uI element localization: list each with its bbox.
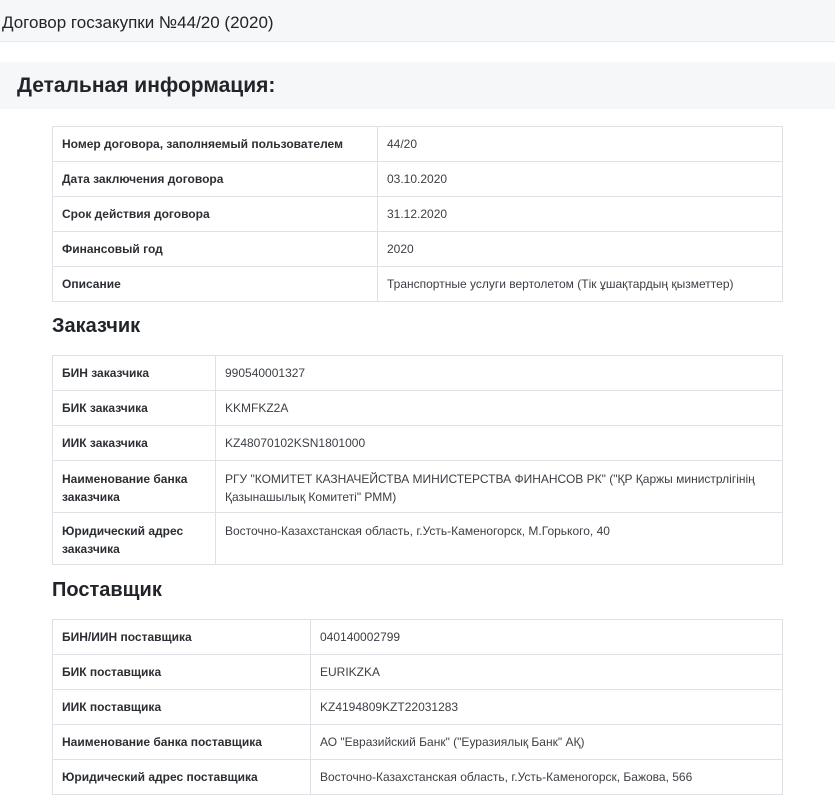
page-title: Договор госзакупки №44/20 (2020)	[2, 13, 274, 32]
row-value: РГУ "КОМИТЕТ КАЗНАЧЕЙСТВА МИНИСТЕРСТВА ФИНАНСОВ РК" ("ҚР Қаржы министрлігінің Қазынашылық Комитеті" РММ)	[216, 461, 783, 513]
row-value: Транспортные услуги вертолетом (Тік ұшақтардың қызметтер)	[378, 267, 783, 302]
details-table	[52, 126, 783, 302]
row-value: EURIKZKA	[311, 655, 783, 690]
table-row	[53, 197, 783, 232]
table-row	[53, 725, 783, 760]
row-label: Срок действия договора	[53, 197, 378, 232]
details-heading: Детальная информация:	[17, 74, 276, 97]
table-row	[53, 267, 783, 302]
row-value: Восточно-Казахстанская область, г.Усть-Каменогорск, М.Горького, 40	[216, 513, 783, 565]
table-row	[53, 620, 783, 655]
row-label: БИК заказчика	[53, 391, 216, 426]
table-row	[53, 513, 783, 565]
row-label: Юридический адрес заказчика	[53, 513, 216, 565]
row-label: Описание	[53, 267, 378, 302]
table-row	[53, 655, 783, 690]
row-label: Дата заключения договора	[53, 162, 378, 197]
row-value: 990540001327	[216, 356, 783, 391]
table-row	[53, 391, 783, 426]
row-value: АО "Евразийский Банк" ("Еуразиялық Банк" АҚ)	[311, 725, 783, 760]
table-row	[53, 356, 783, 391]
row-label: БИН заказчика	[53, 356, 216, 391]
table-row	[53, 461, 783, 513]
row-value: KZ48070102KSN1801000	[216, 426, 783, 461]
row-value: 31.12.2020	[378, 197, 783, 232]
table-row	[53, 162, 783, 197]
row-value: Восточно-Казахстанская область, г.Усть-Каменогорск, Бажова, 566	[311, 760, 783, 795]
supplier-heading: Поставщик	[52, 579, 162, 601]
row-label: Наименование банка поставщика	[53, 725, 311, 760]
row-label: БИК поставщика	[53, 655, 311, 690]
row-label: ИИК заказчика	[53, 426, 216, 461]
row-label: Юридический адрес поставщика	[53, 760, 311, 795]
table-row	[53, 127, 783, 162]
row-label: Номер договора, заполняемый пользователем	[53, 127, 378, 162]
row-value: 2020	[378, 232, 783, 267]
row-value: 040140002799	[311, 620, 783, 655]
customer-table	[52, 355, 783, 565]
customer-heading: Заказчик	[52, 315, 141, 337]
row-value: 03.10.2020	[378, 162, 783, 197]
row-label: Наименование банка заказчика	[53, 461, 216, 513]
row-value: KZ4194809KZT22031283	[311, 690, 783, 725]
row-value: 44/20	[378, 127, 783, 162]
row-label: ИИК поставщика	[53, 690, 311, 725]
table-row	[53, 232, 783, 267]
row-value: KKMFKZ2A	[216, 391, 783, 426]
table-row	[53, 690, 783, 725]
table-row	[53, 426, 783, 461]
supplier-table	[52, 619, 783, 795]
row-label: Финансовый год	[53, 232, 378, 267]
row-label: БИН/ИИН поставщика	[53, 620, 311, 655]
table-row	[53, 760, 783, 795]
